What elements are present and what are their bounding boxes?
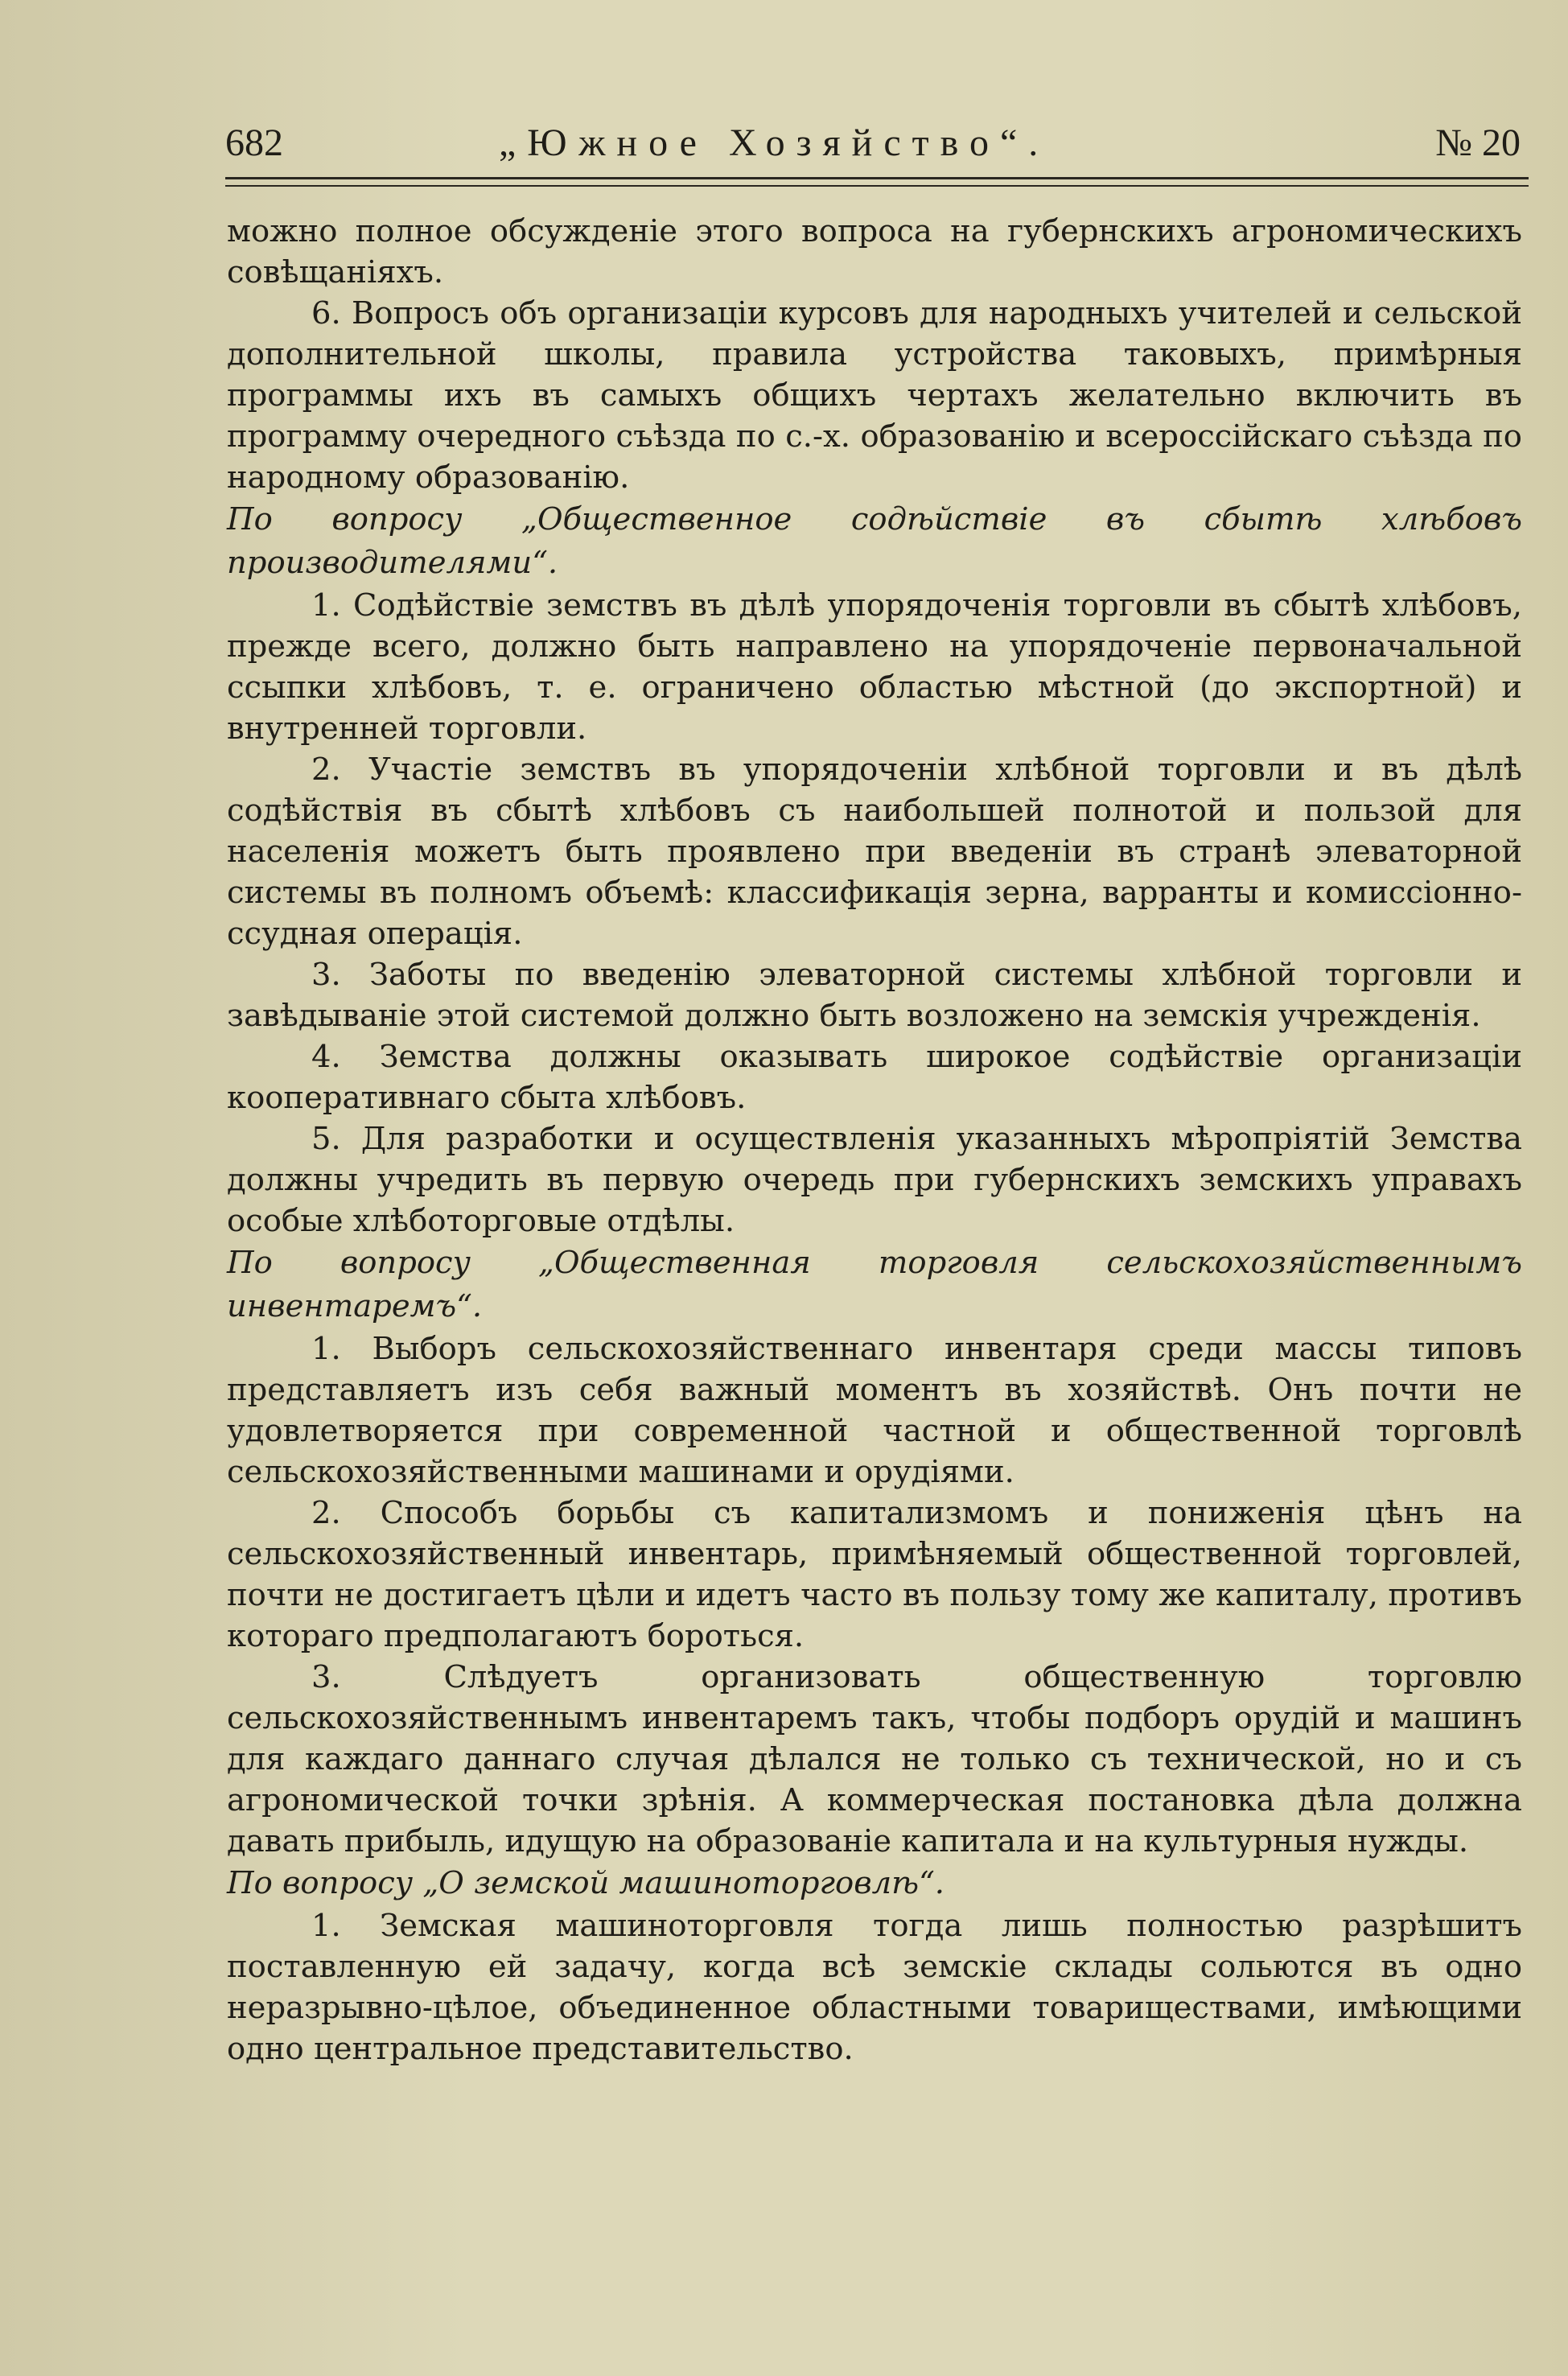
paragraph: 3. Слѣдуетъ организовать общественную торговлю сельскохозяйственнымъ инвентаремъ такъ, чтобы подборъ орудій и машинъ для каждаго даннаго случая дѣлался не только съ технической, но и съ агрономической точки зрѣнія. А коммерческая постановка дѣла должна давать прибыль, идущую на образованіе капитала и на культурныя нужды. (227, 1659, 1522, 1859)
paragraph: 2. Участіе земствъ въ упорядоченіи хлѣбной торговли и въ дѣлѣ содѣйствія въ сбытѣ хлѣбовъ съ наибольшей полнотой и пользой для населенія можетъ быть проявлено при введеніи въ странѣ элеваторной системы въ полномъ объемѣ: классификація зерна, варранты и комиссіонно-ссудная операція. (227, 752, 1522, 952)
paragraph: 5. Для разработки и осуществленія указанныхъ мѣропріятій Земства должны учредить въ первую очередь при губернскихъ земскихъ управахъ особые хлѣботорговые отдѣлы. (227, 1121, 1522, 1239)
paragraph: 1. Земская машиноторговля тогда лишь полностью разрѣшитъ поставленную ей задачу, когда всѣ земскіе склады сольются въ одно неразрывно-цѣлое, объединенное областными товариществами, имѣющими одно центральное представительство. (227, 1908, 1522, 2067)
section-heading: По вопросу „О земской машиноторговлѣ“. (227, 1865, 945, 1901)
section-heading: По вопросу „Общественная торговля сельскохозяйственнымъ инвентаремъ“. (227, 1245, 1522, 1324)
header-rule-thin (225, 185, 1529, 187)
paragraph: 2. Способъ борьбы съ капитализмомъ и пониженія цѣнъ на сельскохозяйственный инвентарь, примѣняемый общественной торговлей, почти не достигаетъ цѣли и идетъ часто въ пользу тому же капиталу, противъ котораго предполагаютъ бороться. (227, 1495, 1522, 1654)
paragraph: можно полное обсужденіе этого вопроса на губернскихъ агрономическихъ совѣщаніяхъ. (227, 213, 1522, 290)
running-header (225, 121, 1521, 169)
page-number: 682 (225, 121, 283, 164)
issue-number: № 20 (1435, 121, 1521, 164)
section-heading: По вопросу „Общественное содѣйствіе въ сбытѣ хлѣбовъ производителями“. (227, 501, 1522, 581)
header-rule-thick (225, 177, 1529, 179)
paragraph: 4. Земства должны оказывать широкое содѣйствіе организаціи кооперативнаго сбыта хлѣбовъ. (227, 1039, 1522, 1116)
paragraph: 3. Заботы по введенію элеваторной системы хлѣбной торговли и завѣдываніе этой системой должно быть возложено на земскія учрежденія. (227, 957, 1522, 1034)
article-body (227, 211, 1522, 2069)
paragraph: 1. Содѣйствіе земствъ въ дѣлѣ упорядоченія торговли въ сбытѣ хлѣбовъ, прежде всего, должно быть направлено на упорядоченіе первоначальной ссыпки хлѣбовъ, т. е. ограничено областью мѣстной (до экспортной) и внутренней торговли. (227, 587, 1522, 747)
paragraph: 6. Вопросъ объ организаціи курсовъ для народныхъ учителей и сельской дополнительной школы, правила устройства таковыхъ, примѣрныя программы ихъ въ самыхъ общихъ чертахъ желательно включить въ программу очередного съѣзда по с.-х. образованію и всероссійскаго съѣзда по народному образованію. (227, 295, 1522, 496)
paragraph: 1. Выборъ сельскохозяйственнаго инвентаря среди массы типовъ представляетъ изъ себя важный моментъ въ хозяйствѣ. Онъ почти не удовлетворяется при современной частной и общественной торговлѣ сельскохозяйственными машинами и орудіями. (227, 1331, 1522, 1490)
journal-title: „Южное Хозяйство“. (499, 121, 1050, 164)
